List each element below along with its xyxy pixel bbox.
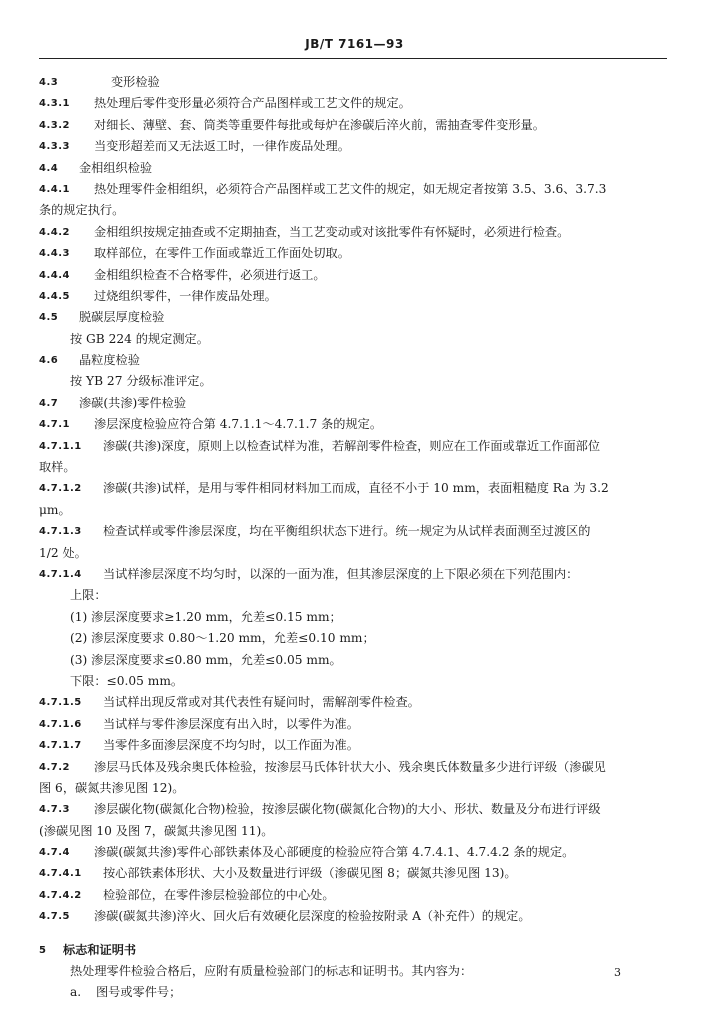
clause-number: 4.7.1.5 [39,697,82,709]
text-line [39,286,673,307]
clause-number: 4.7.3 [39,804,70,816]
clause-text: 检验部位，在零件渗层检验部位的中心处。 [103,887,335,902]
clause-text: 下限：≤0.05 mm。 [70,673,184,688]
text-line [39,628,673,649]
text-line [39,136,673,157]
clause-number: 4.7.1.1 [39,440,82,452]
clause-text: 渗碳(共渗)零件检验 [79,395,187,410]
text-line [39,457,673,478]
clause-number: 4.7.1 [39,419,70,431]
text-line [39,158,673,179]
text-line [39,982,673,1003]
text-line [39,521,673,542]
text-line [39,757,673,778]
text-line [39,329,673,350]
clause-text: 1/2 处。 [39,545,87,560]
list-item-label: a. [70,985,82,1000]
text-line [39,307,673,328]
text-line [39,265,673,286]
text-line [39,200,673,221]
clause-number: 4.7.4 [39,847,70,859]
clause-text: 过烧组织零件，一律作废品处理。 [94,288,277,303]
clause-number: 4.4.2 [39,226,70,238]
clause-text: 渗碳(共渗)深度，原则上以检查试样为准，若解剖零件检查，则应在工作面或靠近工作面部位 [103,438,601,453]
clause-number: 4.4.1 [39,183,70,195]
clause-number: 4.7.1.4 [39,568,82,580]
clause-text: (3) 渗层深度要求≤0.80 mm，允差≤0.05 mm。 [70,652,342,667]
clause-number: 4.7.5 [39,911,70,923]
clause-number: 4.4.4 [39,269,70,281]
clause-number: 4.7.1.2 [39,483,82,495]
clause-number: 4.7.2 [39,761,70,773]
section-number: 5 [39,944,47,956]
clause-text: 金相组织检查不合格零件，必须进行返工。 [94,267,326,282]
text-line [39,478,673,499]
clause-text: 当试样与零件渗层深度有出入时，以零件为准。 [103,716,359,731]
clause-text: 按 YB 27 分级标准评定。 [70,374,212,389]
clause-number: 4.3.2 [39,119,70,131]
text-line [39,735,673,756]
clause-number: 4.6 [39,355,59,367]
clause-text: 热处理后零件变形量必须符合产品图样或工艺文件的规定。 [94,96,411,111]
clause-text: 上限： [70,588,107,603]
text-line [39,543,673,564]
clause-number: 4.7 [39,397,59,409]
clause-text: 热处理零件金相组织，必须符合产品图样或工艺文件的规定，如无规定者按第 3.5、3.6、3.7.3 [94,181,607,196]
clause-text: 图 6，碳氮共渗见图 12)。 [39,780,185,795]
section-title: 标志和证明书 [63,942,137,957]
clause-text: 渗层马氏体及残余奥氏体检验，按渗层马氏体针状大小、残余奥氏体数量多少进行评级（渗碳见 [94,759,606,774]
list-item-text: 图号或零件号； [96,985,182,1000]
text-line [39,500,673,521]
text-line [39,821,673,842]
clause-text: 当变形超差而又无法返工时，一律作废品处理。 [94,139,350,154]
clause-text: 对细长、薄壁、套、筒类等重要件每批或每炉在渗碳后淬火前，需抽查零件变形量。 [94,117,545,132]
text-line [39,414,673,435]
clause-number: 4.5 [39,312,59,324]
page-number: 3 [614,966,621,979]
text-line [39,863,673,884]
text-line [39,179,673,200]
section-spacer [39,928,673,940]
clause-text: μm。 [39,502,71,517]
text-line [39,93,673,114]
clause-text: 检查试样或零件渗层深度，均在平衡组织状态下进行。统一规定为从试样表面测至过渡区的 [103,524,591,539]
text-line [39,906,673,927]
text-line [39,607,673,628]
clause-text: 当试样渗层深度不均匀时，以深的一面为准，但其渗层深度的上下限必须在下列范围内： [103,566,579,581]
clause-number: 4.3.3 [39,141,70,153]
clause-text: 金相组织按规定抽查或不定期抽查，当工艺变动或对该批零件有怀疑时，必须进行检查。 [94,224,570,239]
clause-number: 4.3 [39,77,59,88]
text-line [39,436,673,457]
text-line [39,692,673,713]
text-line [39,243,673,264]
clause-text: 取样部位，在零件工作面或靠近工作面处切取。 [94,246,350,261]
text-line [39,564,673,585]
clause-text: (2) 渗层深度要求 0.80～1.20 mm，允差≤0.10 mm； [70,631,375,646]
header-rule [39,58,667,59]
text-line [39,393,673,414]
clause-number: 4.4 [39,162,59,174]
clause-number: 4.3.1 [39,98,70,110]
clause-number: 4.4.5 [39,290,70,302]
clause-text: 当零件多面渗层深度不均匀时，以工作面为准。 [103,738,359,753]
clause-number: 4.7.1.3 [39,526,82,538]
clause-text: 变形检验 [111,75,160,89]
text-line [39,72,673,93]
section-paragraph: 热处理零件检验合格后，应附有质量检验部门的标志和证明书。其内容为： [70,964,473,979]
text-line [39,778,673,799]
clause-text: 取样。 [39,460,76,475]
text-line [39,842,673,863]
clause-text: 按心部铁素体形状、大小及数量进行评级（渗碳见图 8；碳氮共渗见图 13)。 [103,866,517,881]
clause-number: 4.7.4.2 [39,889,82,901]
text-line [39,585,673,606]
text-line [39,671,673,692]
clause-text: 渗层碳化物(碳氮化合物)检验，按渗层碳化物(碳氮化合物)的大小、形状、数量及分布进行评级 [94,802,601,817]
clause-number: 4.7.1.7 [39,740,82,752]
text-line [39,371,673,392]
document-body [39,72,673,1004]
text-line [39,961,673,982]
text-line [39,799,673,820]
clause-text: 渗层深度检验应符合第 4.7.1.1～4.7.1.7 条的规定。 [94,417,383,432]
clause-text: 渗碳(碳氮共渗)零件心部铁素体及心部硬度的检验应符合第 4.7.4.1、4.7.4.2 条的规定。 [94,845,575,860]
clause-number: 4.7.1.6 [39,718,82,730]
clause-number: 4.7.4.1 [39,868,82,880]
text-line [39,714,673,735]
clause-text: (1) 渗层深度要求≥1.20 mm，允差≤0.15 mm； [70,609,342,624]
text-line [39,222,673,243]
text-line [39,115,673,136]
standard-code-header: JB/T 7161—93 [305,37,404,51]
text-line [39,885,673,906]
text-line [39,650,673,671]
clause-text: 按 GB 224 的规定测定。 [70,331,209,346]
clause-text: 条的规定执行。 [39,203,125,218]
clause-text: 渗碳(共渗)试样，是用与零件相同材料加工而成，直径不小于 10 mm，表面粗糙度 Ra 为 3.2 [103,481,609,496]
text-line [39,940,673,961]
clause-text: 脱碳层厚度检验 [79,310,165,325]
clause-text: 晶粒度检验 [79,353,140,368]
clause-text: 渗碳(碳氮共渗)淬火、回火后有效硬化层深度的检验按附录 A（补充件）的规定。 [94,909,531,924]
clause-text: 金相组织检验 [79,160,153,175]
clause-text: (渗碳见图 10 及图 7，碳氮共渗见图 11)。 [39,823,274,838]
clause-number: 4.4.3 [39,248,70,260]
clause-text: 当试样出现反常或对其代表性有疑问时，需解剖零件检查。 [103,695,420,710]
text-line [39,350,673,371]
